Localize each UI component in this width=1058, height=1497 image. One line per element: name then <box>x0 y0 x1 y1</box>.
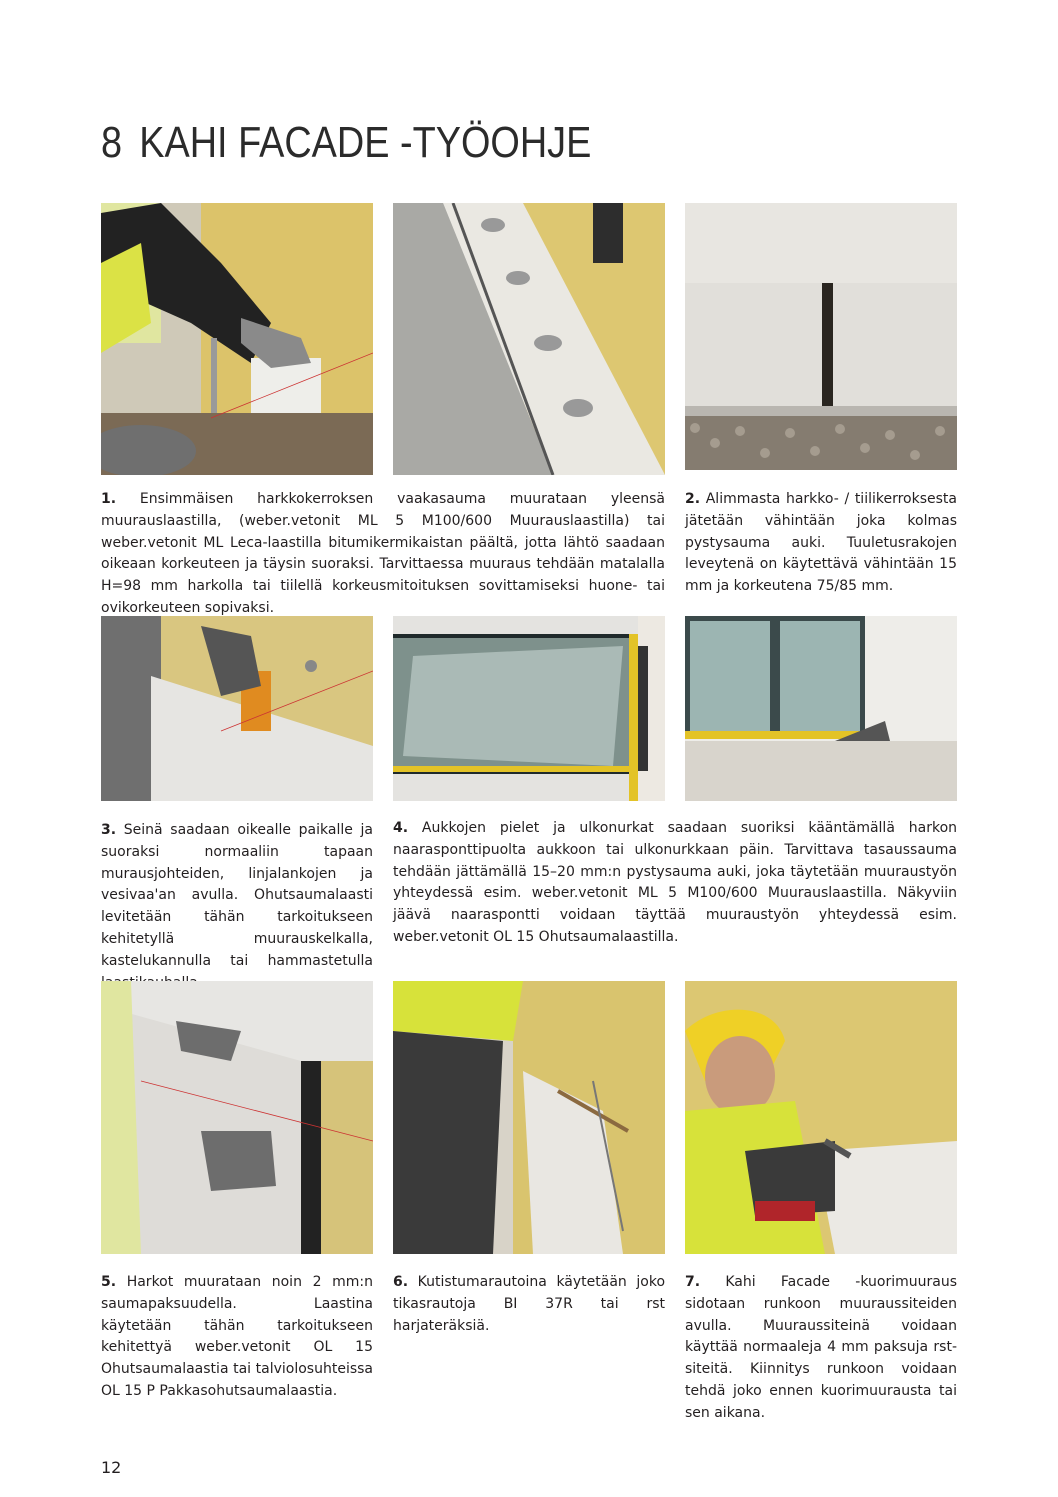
step-text: Aukkojen pielet ja ulkonurkat saadaan suoriksi kääntämällä harkon naarasponttipuolta aukkoon tai ulkonurkkaan päin. Tarvittava tasaussauma tehdään jättämällä 15–20 mm:n pystysauma auki, joka täytetään muuraustyön yhteydessä esim. weber.vetonit ML 5 M100/600 Muurauslaastilla. Näkyviin jäävä naaraspontti voidaan täyttää muuraustyön yhteydessä esim. weber.vetonit OL 15 Ohutsaumalaastilla. <box>393 820 958 945</box>
step-text: Ensimmäisen harkkokerroksen vaakasauma muurataan yleensä muurauslaastilla, (weber.vetonit ML 5 M100/600 Muurauslaastilla) tai weber.vetonit ML Leca-laastilla bitumikermikaistan päältä, jotta lähtö saadaan oikeaan korkeuteen ja täysin suoraksi. Tarvittaessa muuraus tehdään matalalla H=98 mm harkolla tai tiilellä korkeusmitoituksen sovittamiseksi huone- tai ovikorkeuteen sopivaksi. <box>101 491 666 616</box>
step-3-caption <box>101 820 373 994</box>
photo-step-5 <box>101 981 373 1254</box>
photo-step-1-blocks <box>393 203 665 475</box>
step-4-caption <box>393 818 957 949</box>
photo-step-2-vent-gap <box>685 203 957 470</box>
section-number: 8 <box>101 118 123 167</box>
step-text: Kutistumarautoina käytetään joko tikasrautoja BI 37R tai rst harjateräksiä. <box>393 1274 666 1334</box>
step-number: 3. <box>101 822 117 838</box>
page-title <box>101 118 591 168</box>
step-text: Alimmasta harkko- / tiilikerroksesta jätetään vähintään joka kolmas pystysauma auki. Tuuletusrakojen leveytenä on käytettävä vähintään 15 mm ja korkeutena 75/85 mm. <box>685 491 957 595</box>
photo-step-4-strip <box>638 616 665 801</box>
step-number: 1. <box>101 491 117 507</box>
step-6-caption <box>393 1272 665 1337</box>
step-number: 4. <box>393 820 409 836</box>
step-text: Seinä saadaan oikealle paikalle ja suoraksi normaaliin tapaan murausjohteiden, linjalankojen ja vesivaa'an avulla. Ohutsaumalaasti levitetään tähän tarkoitukseen kehitetyllä muurauskelkalla, kastelukannulla tai hammastetulla <box>101 822 373 969</box>
step-2-caption <box>685 489 957 598</box>
photo-step-6 <box>393 981 665 1254</box>
step-number: 5. <box>101 1274 117 1290</box>
title-text: KAHI FACADE -TYÖOHJE <box>139 118 592 167</box>
step-1-caption <box>101 489 665 620</box>
step-5-caption <box>101 1272 373 1403</box>
photo-step-7 <box>685 981 957 1254</box>
step-text: Kahi Facade -kuorimuuraus sidotaan runkoon muuraussiteiden avulla. Muuraussiteinä voidaan käyttää normaaleja 4 mm paksuja rst-siteitä. Kiinnitys runkoon voidaan tehdä joko ennen kuorimuurausta tai sen aikana. <box>685 1274 957 1421</box>
photo-step-4-window <box>393 616 638 801</box>
photo-step-3 <box>101 616 373 801</box>
photo-step-4-jamb <box>685 616 957 801</box>
photo-step-1 <box>101 203 373 475</box>
step-number: 7. <box>685 1274 701 1290</box>
page-number: 12 <box>101 1458 122 1477</box>
step-number: 2. <box>685 491 701 507</box>
step-text: Harkot muurataan noin 2 mm:n saumapaksuudella. Laastina käytetään tähän tarkoitukseen kehitettyä weber.vetonit OL 15 Ohutsaumalaastia tai talviolosuhteissa OL 15 P Pakkasohutsaumalaastia. <box>101 1274 373 1399</box>
step-number: 6. <box>393 1274 409 1290</box>
step-7-caption <box>685 1272 957 1425</box>
